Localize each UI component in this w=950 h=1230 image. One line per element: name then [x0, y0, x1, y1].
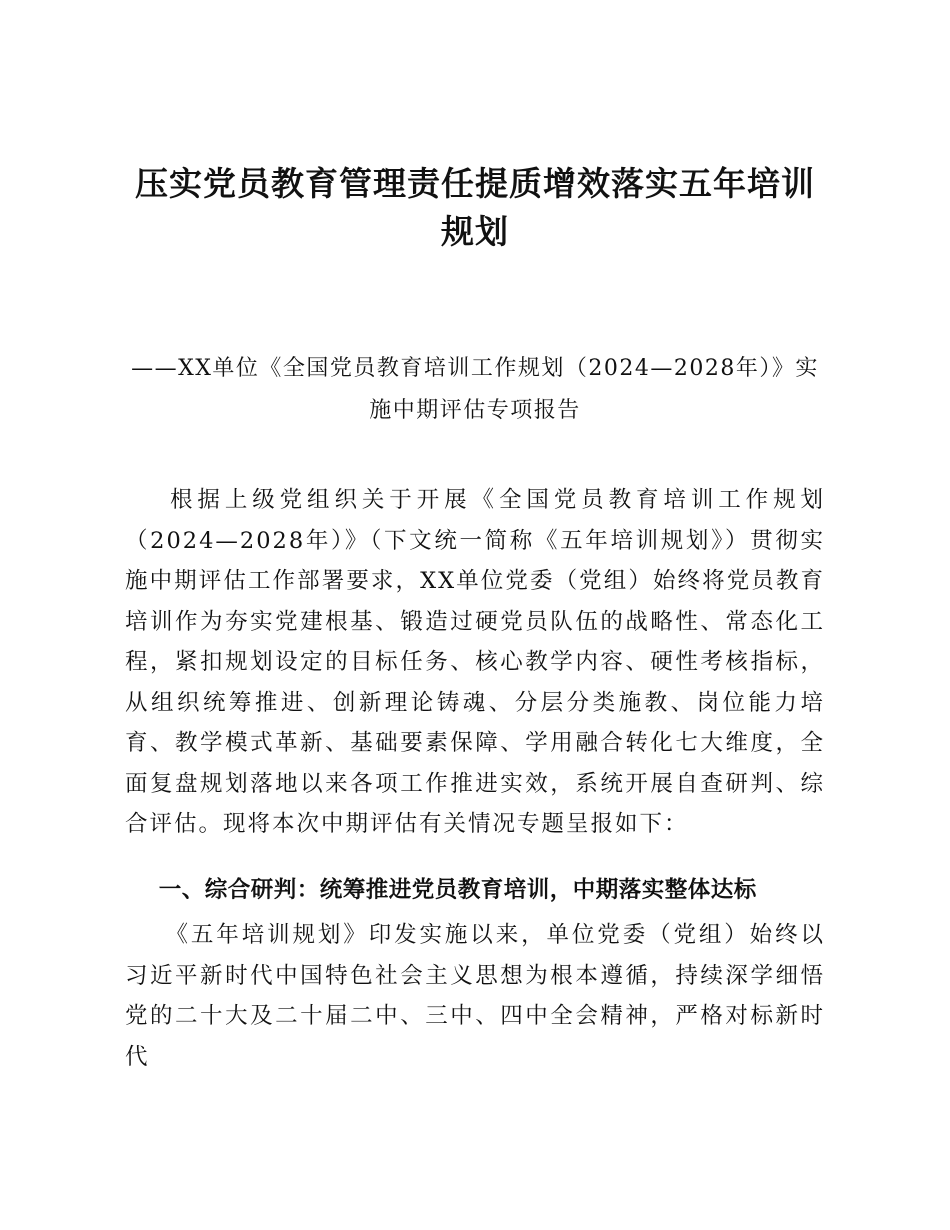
document-subtitle: ——XX单位《全国党员教育培训工作规划（2024—2028年）》实施中期评估专项报告 [131, 356, 819, 423]
body-paragraph-2: 《五年培训规划》印发实施以来，单位党委（党组）始终以习近平新时代中国特色社会主义思想为根本遵循，持续深学细悟党的二十大及二十届二中、三中、四中全会精神，严格对标新时代 [125, 922, 825, 1070]
section-heading-1: 一、综合研判：统筹推进党员教育培训，中期落实整体达标 [158, 877, 757, 903]
body-paragraph-1: 根据上级党组织关于开展《全国党员教育培训工作规划（2024—2028年）》（下文统一简称《五年培训规划》）贯彻实施中期评估工作部署要求，XX单位党委（党组）始终将党员教育培训作为夯实党建根基、锻造过硬党员队伍的战略性、常态化工程，紧扣规划设定的目标任务、核心教学内容、硬性考核指标，从组织统筹推进、创新理论铸魂、分层分类施教、岗位能力培育、教学模式革新、基础要素保障、学用融合转化七大维度，全面复盘规划落地以来各项工作推进实效，系统开展自查研判、综合评估。现将本次中期评估有关情况专题呈报如下： [125, 487, 825, 837]
document-title: 压实党员教育管理责任提质增效落实五年培训规划 [135, 164, 815, 251]
